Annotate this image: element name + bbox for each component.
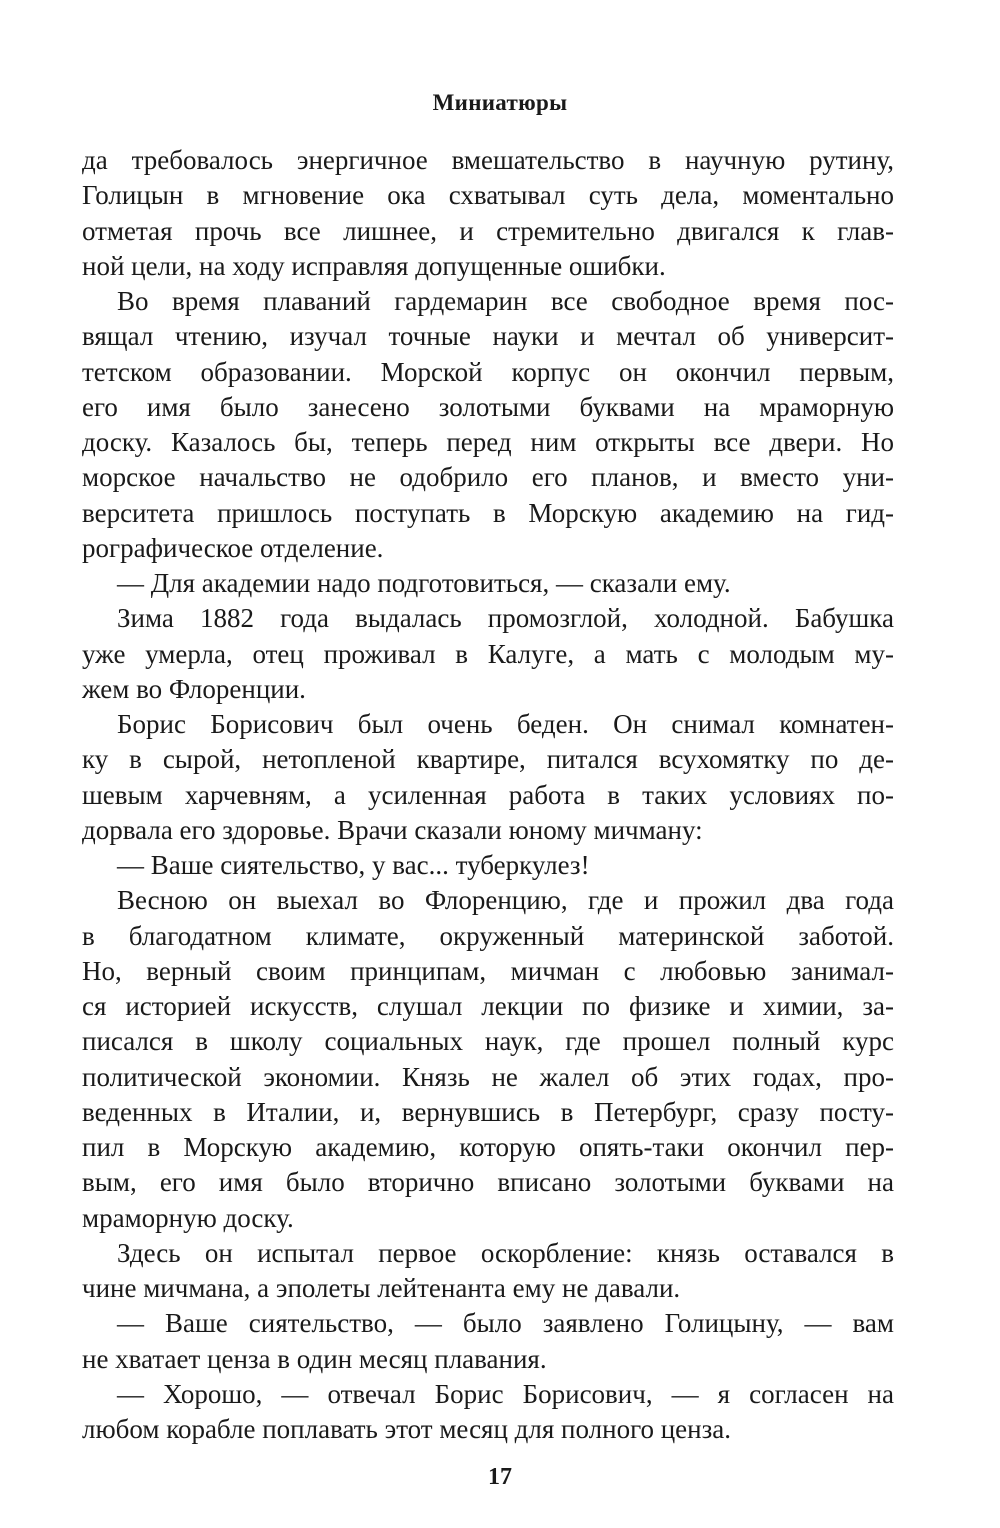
text-line: — Для академии надо подготовиться, — сказали ему.: [117, 568, 731, 598]
text-line: — Ваше сиятельство, — было заявлено Голицыну, — вам: [117, 1308, 894, 1339]
text-line: в благодатном климате, окруженный материнской заботой.: [82, 920, 894, 951]
text-line: морское начальство не одобрило его планов, и вместо уни-: [82, 462, 894, 493]
text-line: вым, его имя было вторично вписано золотыми буквами на: [82, 1167, 894, 1198]
text-line: Борис Борисович был очень беден. Он снимал комнатен-: [117, 709, 894, 739]
body-text: [82, 143, 894, 1447]
text-line: Но, верный своим принципам, мичман с любовью занимал-: [82, 955, 894, 986]
text-line: доску. Казалось бы, теперь перед ним открыты все двери. Но: [82, 427, 894, 457]
text-line: жем во Флоренции.: [82, 673, 306, 704]
text-line: шевым харчевням, а усиленная работа в таких условиях по-: [82, 779, 894, 810]
text-line: уже умерла, отец проживал в Калуге, а мать с молодым му-: [82, 638, 894, 669]
text-line: Голицын в мгновение ока схватывал суть дела, моментально: [82, 180, 894, 211]
text-line: верситета пришлось поступать в Морскую академию на гид-: [82, 497, 894, 528]
text-line: политической экономии. Князь не жалел об этих годах, про-: [82, 1061, 894, 1092]
text-line: Во время плаваний гардемарин все свободное время пос-: [117, 286, 894, 316]
text-line: тетском образовании. Морской корпус он окончил первым,: [82, 356, 894, 387]
text-line: веденных в Италии, и, вернувшись в Петербург, сразу посту-: [82, 1096, 894, 1127]
text-line: писался в школу социальных наук, где прошел полный курс: [82, 1026, 894, 1057]
text-line: ся историей искусств, слушал лекции по физике и химии, за-: [82, 991, 894, 1021]
text-line: его имя было занесено золотыми буквами на мраморную: [82, 391, 894, 422]
text-line: не хватает ценза в один месяц плавания.: [82, 1343, 547, 1374]
text-line: отметая прочь все лишнее, и стремительно двигался к глав-: [82, 215, 894, 246]
text-line: рографическое отделение.: [82, 532, 384, 563]
text-line: Зима 1882 года выдалась промозглой, холодной. Бабушка: [117, 603, 894, 634]
running-header: Миниатюры: [432, 90, 568, 115]
text-line: любом корабле поплавать этот месяц для полного ценза.: [82, 1414, 732, 1444]
text-line: Здесь он испытал первое оскорбление: князь оставался в: [117, 1237, 894, 1268]
text-line: мраморную доску.: [82, 1202, 294, 1233]
page-number: 17: [488, 1464, 512, 1490]
text-line: ной цели, на ходу исправляя допущенные ошибки.: [82, 250, 666, 281]
text-line: — Хорошо, — отвечал Борис Борисович, — я согласен на: [117, 1378, 894, 1409]
text-line: вящал чтению, изучал точные науки и мечтал об университ-: [82, 321, 894, 352]
text-line: пил в Морскую академию, которую опять-таки окончил пер-: [82, 1132, 894, 1162]
text-line: Весною он выехал во Флоренцию, где и прожил два года: [117, 885, 894, 916]
text-line: чине мичмана, а эполеты лейтенанта ему не давали.: [82, 1273, 681, 1303]
text-line: да требовалось энергичное вмешательство в научную рутину,: [82, 145, 894, 175]
text-line: — Ваше сиятельство, у вас... туберкулез!: [117, 850, 590, 880]
text-line: ку в сырой, нетопленой квартире, питался всухомятку по де-: [82, 744, 894, 775]
text-line: дорвала его здоровье. Врачи сказали юному мичману:: [82, 814, 703, 845]
